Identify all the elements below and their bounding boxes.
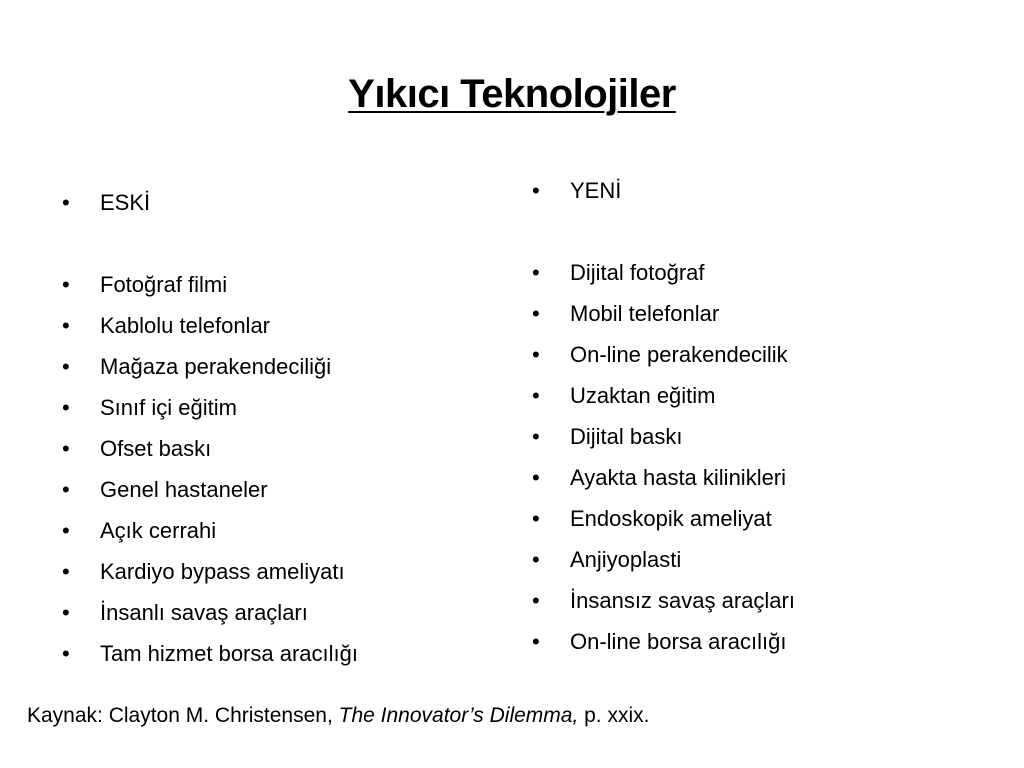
- bullet-icon: •: [532, 383, 540, 408]
- new-heading: YENİ: [570, 178, 622, 203]
- list-item: [532, 416, 992, 457]
- bullet-icon: •: [532, 260, 540, 285]
- bullet-icon: •: [62, 395, 70, 420]
- bullet-icon: •: [532, 588, 540, 613]
- list-item-label: Ayakta hasta kilinikleri: [570, 465, 787, 490]
- list-item-label: Fotoğraf filmi: [100, 272, 228, 297]
- bullet-icon: •: [62, 272, 70, 297]
- new-technologies-list: [532, 170, 992, 662]
- bullet-icon: •: [62, 313, 70, 338]
- bullet-icon: •: [62, 641, 70, 666]
- list-item: [62, 346, 502, 387]
- list-item: [62, 264, 502, 305]
- list-item: [62, 592, 502, 633]
- list-item-label: Dijital baskı: [570, 424, 683, 449]
- new-heading-item: [532, 170, 992, 211]
- list-item: [532, 457, 992, 498]
- list-spacer: [532, 211, 992, 252]
- list-item: [62, 428, 502, 469]
- list-item: [62, 305, 502, 346]
- old-heading-item: [62, 182, 502, 223]
- list-item: [62, 633, 502, 674]
- list-item: [532, 580, 992, 621]
- list-item: [532, 293, 992, 334]
- bullet-icon: •: [62, 190, 70, 215]
- list-spacer: [62, 223, 502, 264]
- list-item: [62, 387, 502, 428]
- bullet-icon: •: [62, 436, 70, 461]
- bullet-icon: •: [532, 629, 540, 654]
- source-suffix: p. xxix.: [578, 704, 650, 727]
- bullet-icon: •: [62, 354, 70, 379]
- list-item-label: Açık cerrahi: [100, 518, 217, 543]
- list-item-label: Kardiyo bypass ameliyatı: [100, 559, 345, 584]
- slide-title: Yıkıcı Teknolojiler: [348, 72, 676, 116]
- bullet-icon: •: [62, 600, 70, 625]
- bullet-icon: •: [532, 424, 540, 449]
- list-item: [62, 510, 502, 551]
- list-item-label: İnsanlı savaş araçları: [100, 600, 308, 625]
- bullet-icon: •: [62, 477, 70, 502]
- list-item-label: Sınıf içi eğitim: [100, 395, 237, 420]
- list-item: [532, 375, 992, 416]
- source-prefix: Kaynak: Clayton M. Christensen,: [27, 704, 339, 727]
- list-item: [62, 469, 502, 510]
- list-item-label: Dijital fotoğraf: [570, 260, 705, 285]
- list-item-label: Kablolu telefonlar: [100, 313, 271, 338]
- list-item-label: Anjiyoplasti: [570, 547, 682, 572]
- list-item: [532, 498, 992, 539]
- bullet-icon: •: [532, 178, 540, 203]
- list-item-label: Uzaktan eğitim: [570, 383, 716, 408]
- bullet-icon: •: [532, 506, 540, 531]
- bullet-icon: •: [532, 547, 540, 572]
- list-item: [532, 252, 992, 293]
- bullet-icon: •: [532, 301, 540, 326]
- bullet-icon: •: [532, 465, 540, 490]
- bullet-icon: •: [532, 342, 540, 367]
- old-technologies-list: [62, 182, 502, 674]
- old-heading: ESKİ: [100, 190, 151, 215]
- list-item-label: Mobil telefonlar: [570, 301, 720, 326]
- bullet-icon: •: [62, 518, 70, 543]
- list-item-label: Tam hizmet borsa aracılığı: [100, 641, 358, 666]
- list-item-label: Ofset baskı: [100, 436, 212, 461]
- list-item-label: On-line borsa aracılığı: [570, 629, 787, 654]
- source-book-title: The Innovator’s Dilemma,: [338, 704, 579, 727]
- list-item-label: On-line perakendecilik: [570, 342, 788, 367]
- list-item-label: Endoskopik ameliyat: [570, 506, 772, 531]
- list-item-label: Genel hastaneler: [100, 477, 268, 502]
- list-item: [62, 551, 502, 592]
- list-item: [532, 621, 992, 662]
- bullet-icon: •: [62, 559, 70, 584]
- list-item-label: Mağaza perakendeciliği: [100, 354, 332, 379]
- list-item-label: İnsansız savaş araçları: [570, 588, 795, 613]
- list-item: [532, 334, 992, 375]
- list-item: [532, 539, 992, 580]
- source-citation: [27, 704, 649, 728]
